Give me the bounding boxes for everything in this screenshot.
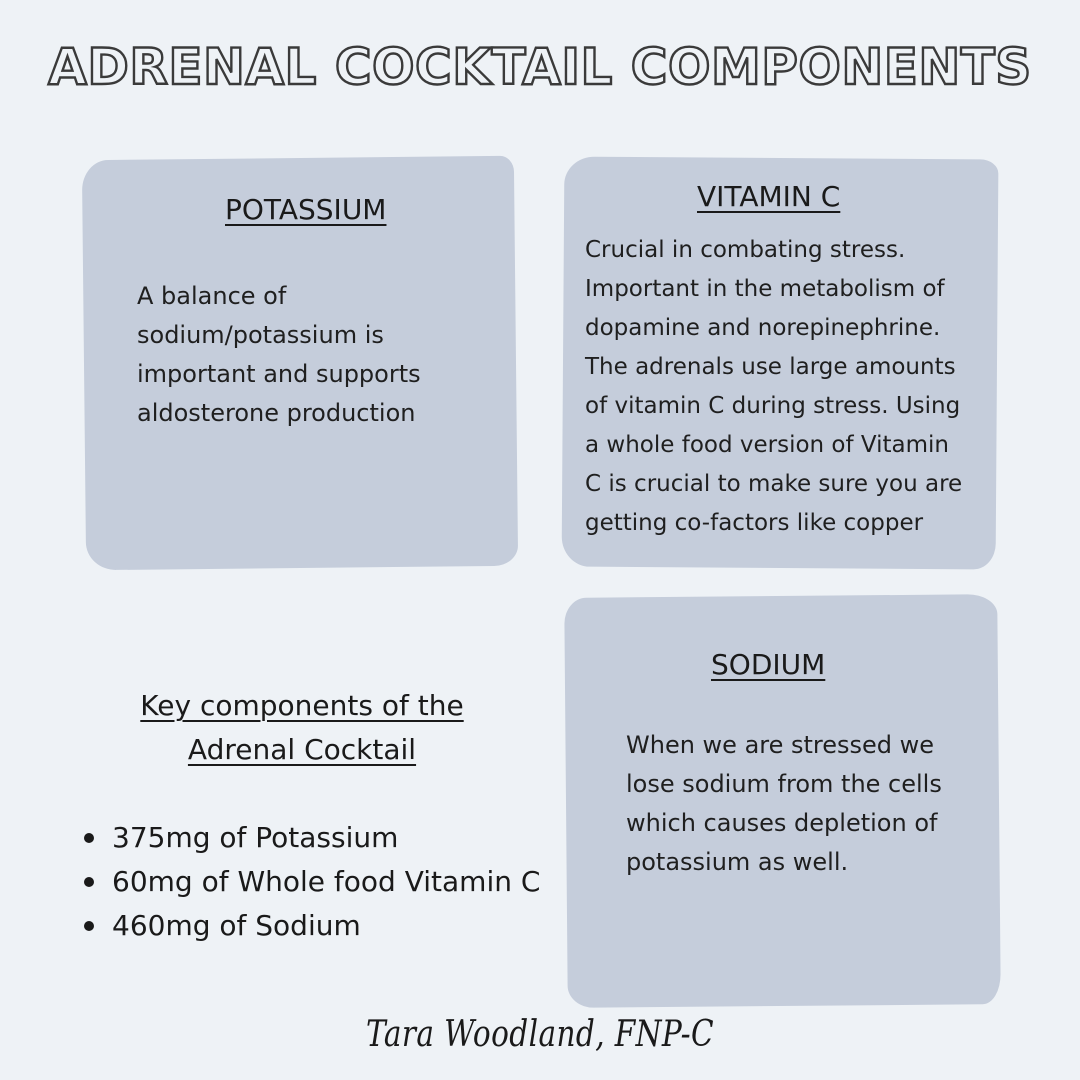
vitamin-c-line: Crucial in combating stress.: [585, 237, 906, 263]
potassium-text: [137, 277, 421, 433]
sodium-heading: SODIUM: [711, 648, 826, 681]
sodium-line: lose sodium from the cells: [626, 770, 942, 798]
potassium-line: A balance of: [137, 282, 287, 310]
list-item: [82, 904, 540, 948]
vitamin-c-text: [585, 231, 962, 543]
vitamin-c-heading: VITAMIN C: [697, 180, 841, 213]
bullet-icon: [84, 921, 94, 931]
list-item-label: 375mg of Potassium: [112, 821, 399, 854]
list-item-label: 60mg of Whole food Vitamin C: [112, 865, 541, 898]
vitamin-c-line: The adrenals use large amounts: [585, 354, 956, 380]
sodium-line: potassium as well.: [626, 848, 849, 876]
vitamin-c-line: dopamine and norepinephrine.: [585, 315, 941, 341]
potassium-line: aldosterone production: [137, 399, 416, 427]
bullet-icon: [84, 877, 94, 887]
key-components-heading-line: Adrenal Cocktail: [187, 733, 417, 766]
potassium-line: important and supports: [137, 360, 421, 388]
list-item: [82, 860, 540, 904]
vitamin-c-line: a whole food version of Vitamin: [585, 432, 950, 458]
list-item: [82, 816, 540, 860]
potassium-heading: POTASSIUM: [225, 193, 387, 226]
key-components-heading-line: Key components of the: [140, 689, 464, 722]
page-title: ADRENAL COCKTAIL COMPONENTS: [48, 38, 1032, 96]
list-item-label: 460mg of Sodium: [112, 909, 361, 942]
sodium-text: [626, 726, 942, 882]
potassium-line: sodium/potassium is: [137, 321, 384, 349]
sodium-line: When we are stressed we: [626, 731, 935, 759]
vitamin-c-line: C is crucial to make sure you are: [585, 471, 963, 497]
key-components-heading: [92, 684, 512, 772]
key-components-list: [82, 816, 540, 948]
vitamin-c-line: Important in the metabolism of: [585, 276, 945, 302]
sodium-line: which causes depletion of: [626, 809, 938, 837]
bullet-icon: [84, 833, 94, 843]
author-signature: Tara Woodland, FNP-C: [366, 1014, 714, 1055]
vitamin-c-line: getting co-factors like copper: [585, 510, 924, 536]
vitamin-c-line: of vitamin C during stress. Using: [585, 393, 961, 419]
